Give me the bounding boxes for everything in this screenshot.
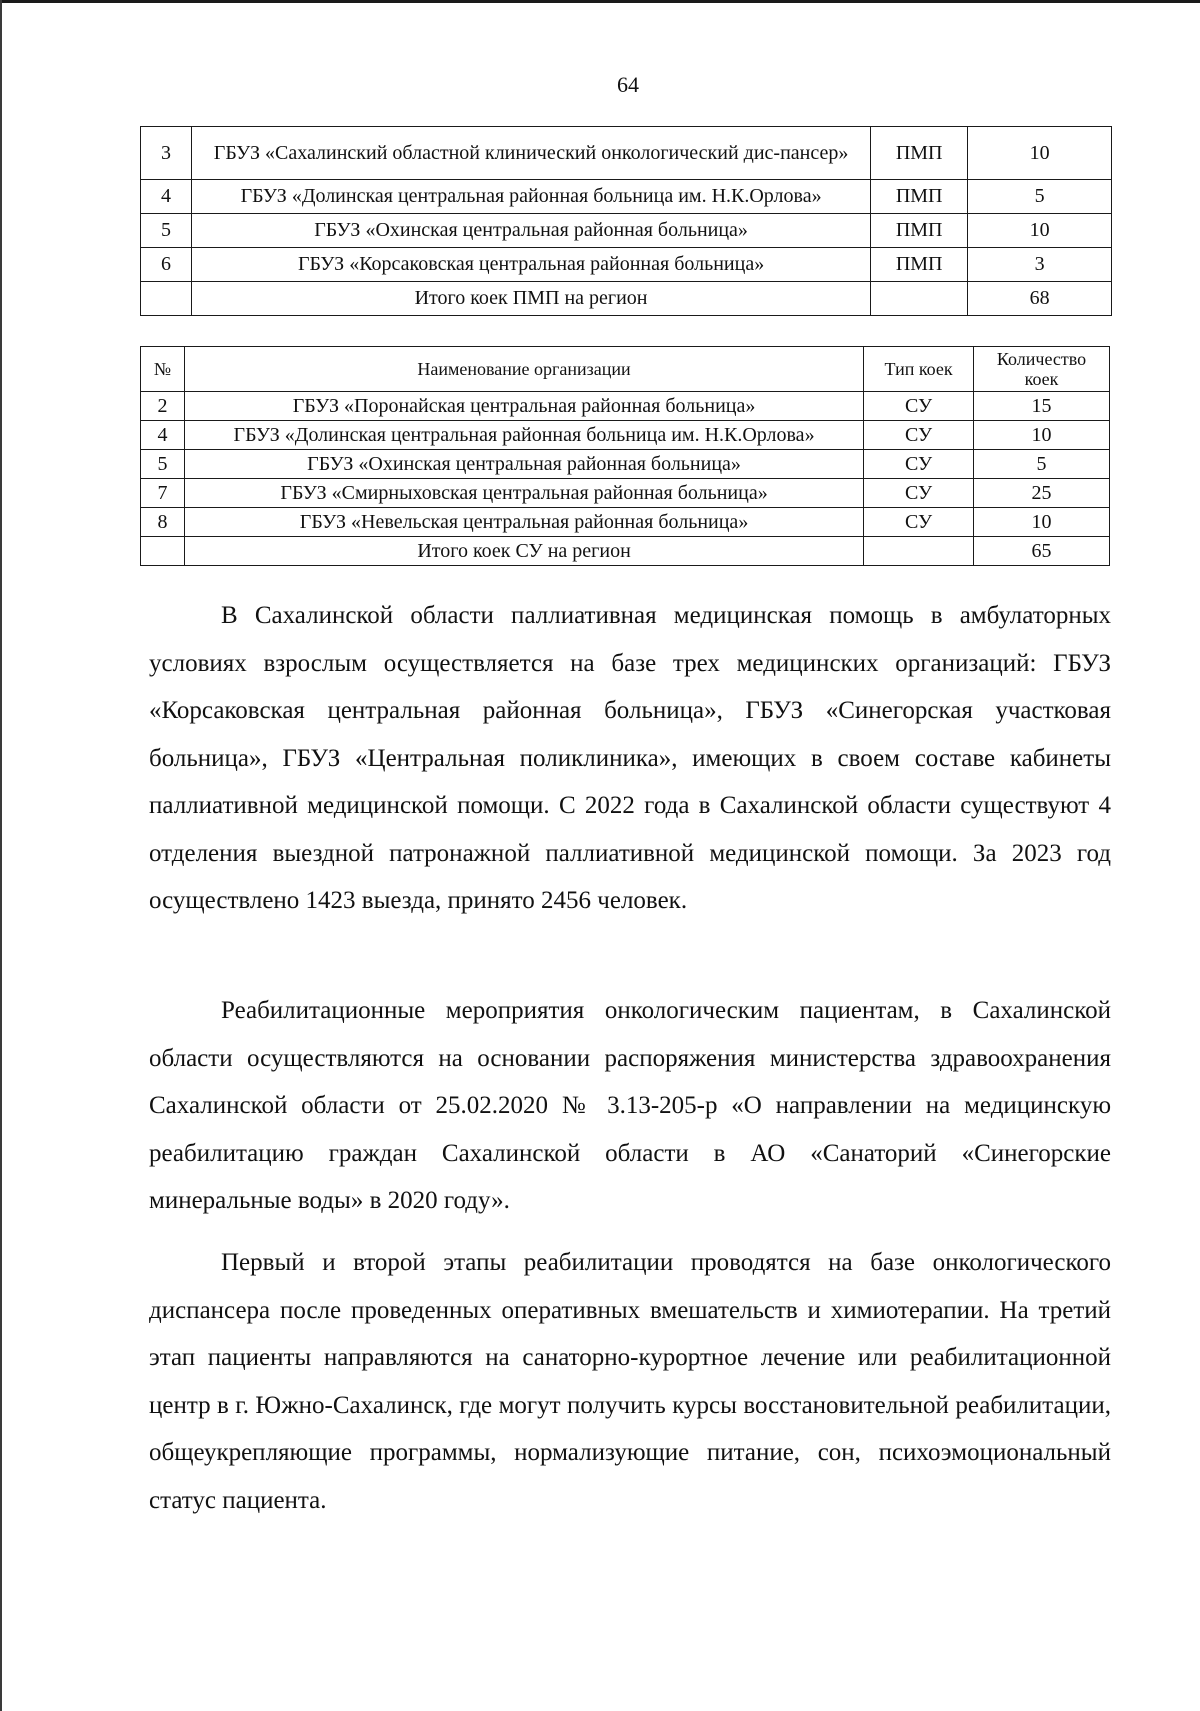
table-row xyxy=(141,421,1110,450)
header-organization-name: Наименование организации xyxy=(184,347,863,392)
row-number: 8 xyxy=(141,508,185,537)
paragraph-rehabilitation-stages: Первый и второй этапы реабилитации проводятся на базе онкологического диспансера после проведенных оперативных вмешательств и химиотерапии. На третий этап пациенты направляются на санаторно-курортное лечение или реабилитационной центр в г. Южно-Сахалинск, где могут получить курсы восстановительной реабилитации, общеукрепляющие программы, нормализующие питание, сон, психоэмоциональный статус пациента. xyxy=(149,1249,1111,1514)
organization-name: ГБУЗ «Сахалинский областной клинический онкологический дис-пансер» xyxy=(191,127,870,180)
su-beds-table xyxy=(140,346,1110,566)
bed-type: СУ xyxy=(864,421,974,450)
table-total-row xyxy=(141,537,1110,566)
organization-name: ГБУЗ «Охинская центральная районная больница» xyxy=(191,214,870,248)
scan-left-edge xyxy=(0,0,2,1711)
table-row xyxy=(141,248,1112,282)
bed-count: 10 xyxy=(974,508,1110,537)
paragraph-palliative-care: В Сахалинской области паллиативная медицинская помощь в амбулаторных условиях взрослым осуществляется на базе трех медицинских организаций: ГБУЗ «Корсаковская центральная районная больница», ГБУЗ «Синегорская участковая больница», ГБУЗ «Центральная поликлиника», имеющих в своем составе кабинеты паллиативной медицинской помощи. С 2022 года в Сахалинской области существуют 4 отделения выездной патронажной паллиативной медицинской помощи. За 2023 год осуществлено 1423 выезда, принято 2456 человек. xyxy=(149,602,1111,914)
bed-count: 3 xyxy=(968,248,1112,282)
organization-name: ГБУЗ «Невельская центральная районная больница» xyxy=(184,508,863,537)
row-number: 2 xyxy=(141,392,185,421)
row-number: 5 xyxy=(141,450,185,479)
table-row xyxy=(141,127,1112,180)
table-row xyxy=(141,180,1112,214)
organization-name: ГБУЗ «Охинская центральная районная больница» xyxy=(184,450,863,479)
bed-type: СУ xyxy=(864,508,974,537)
bed-type: ПМП xyxy=(871,248,968,282)
row-number: 4 xyxy=(141,421,185,450)
scan-top-edge xyxy=(0,0,1200,3)
table-row xyxy=(141,392,1110,421)
table-row xyxy=(141,214,1112,248)
bed-count: 5 xyxy=(968,180,1112,214)
total-label: Итого коек ПМП на регион xyxy=(191,282,870,316)
row-number: 4 xyxy=(141,180,192,214)
bed-count: 5 xyxy=(974,450,1110,479)
total-count: 65 xyxy=(974,537,1110,566)
bed-type: СУ xyxy=(864,450,974,479)
total-count: 68 xyxy=(968,282,1112,316)
page-number: 64 xyxy=(617,72,639,97)
bed-count: 25 xyxy=(974,479,1110,508)
row-number: 7 xyxy=(141,479,185,508)
row-number-empty xyxy=(141,282,192,316)
table-row xyxy=(141,450,1110,479)
organization-name: ГБУЗ «Долинская центральная районная больница им. Н.К.Орлова» xyxy=(184,421,863,450)
bed-type: СУ xyxy=(864,479,974,508)
header-number: № xyxy=(141,347,185,392)
row-number: 6 xyxy=(141,248,192,282)
table-row xyxy=(141,479,1110,508)
row-number-empty xyxy=(141,537,185,566)
bed-type-empty xyxy=(871,282,968,316)
bed-count: 10 xyxy=(968,214,1112,248)
bed-type: СУ xyxy=(864,392,974,421)
total-label: Итого коек СУ на регион xyxy=(184,537,863,566)
bed-type-empty xyxy=(864,537,974,566)
header-bed-count: Количество коек xyxy=(974,347,1110,392)
bed-type: ПМП xyxy=(871,127,968,180)
header-bed-type: Тип коек xyxy=(864,347,974,392)
table-header-row xyxy=(141,347,1110,392)
organization-name: ГБУЗ «Смирныховская центральная районная больница» xyxy=(184,479,863,508)
table-row xyxy=(141,508,1110,537)
bed-count: 10 xyxy=(968,127,1112,180)
organization-name: ГБУЗ «Долинская центральная районная больница им. Н.К.Орлова» xyxy=(191,180,870,214)
bed-type: ПМП xyxy=(871,214,968,248)
bed-count: 15 xyxy=(974,392,1110,421)
bed-type: ПМП xyxy=(871,180,968,214)
bed-count: 10 xyxy=(974,421,1110,450)
organization-name: ГБУЗ «Корсаковская центральная районная больница» xyxy=(191,248,870,282)
organization-name: ГБУЗ «Поронайская центральная районная больница» xyxy=(184,392,863,421)
paragraph-rehabilitation-order: Реабилитационные мероприятия онкологическим пациентам, в Сахалинской области осуществляются на основании распоряжения министерства здравоохранения Сахалинской области от 25.02.2020 № 3.13-205-р «О направлении на медицинскую реабилитацию граждан Сахалинской области в АО «Санаторий «Синегорские минеральные воды» в 2020 году». xyxy=(149,997,1111,1214)
row-number: 5 xyxy=(141,214,192,248)
row-number: 3 xyxy=(141,127,192,180)
pmp-beds-table xyxy=(140,126,1112,316)
table-total-row xyxy=(141,282,1112,316)
